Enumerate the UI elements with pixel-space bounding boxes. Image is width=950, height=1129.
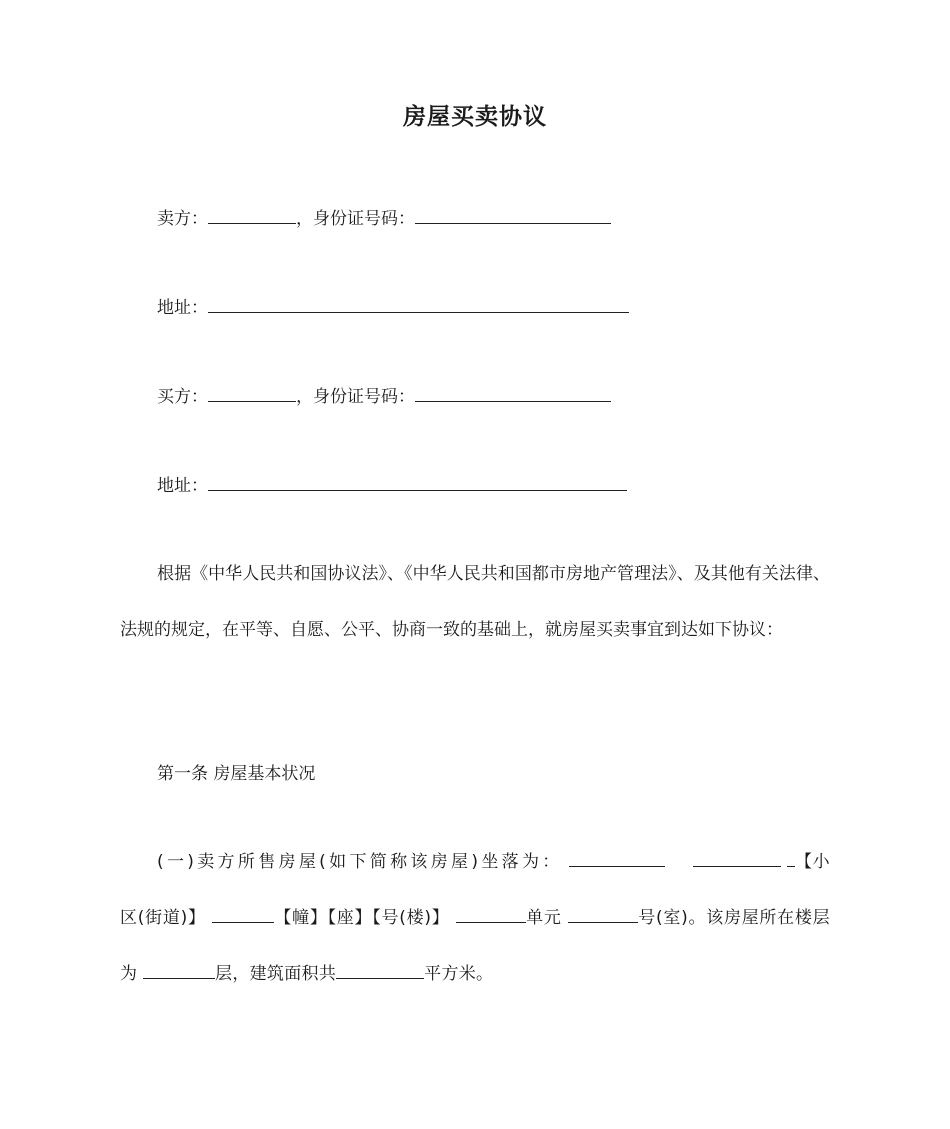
floor-blank[interactable] <box>143 960 215 979</box>
buyer-name-blank[interactable] <box>208 383 296 402</box>
seller-name-blank[interactable] <box>208 205 296 224</box>
intro-paragraph <box>120 546 830 658</box>
intro-text: 根据《中华人民共和国协议法》、《中华人民共和国都市房地产管理法》、及其他有关法律、法规的规定，在平等、自愿、公平、协商一致的基础上，就房屋买卖事宜到达如下协议： <box>120 564 830 640</box>
location-blank-1[interactable] <box>569 848 665 867</box>
seller-label: 卖方： <box>157 209 208 229</box>
seller-id-blank[interactable] <box>415 205 611 224</box>
buyer-address-line <box>157 472 627 498</box>
seller-address-line <box>157 294 629 320</box>
clause-1-text-g: 平方米。 <box>424 964 494 984</box>
community-blank[interactable] <box>212 904 274 923</box>
seller-id-label: ，身份证号码： <box>296 209 415 229</box>
buyer-address-blank[interactable] <box>208 472 627 491</box>
location-blank-2[interactable] <box>693 848 781 867</box>
room-blank[interactable] <box>568 904 638 923</box>
seller-address-label: 地址： <box>157 298 208 318</box>
clause-1-text-c: 【幢】【座】【号(楼)】 <box>273 908 450 928</box>
clause-1-text-a: (一)卖方所售房屋(如下简称该房屋)坐落为： <box>157 852 563 872</box>
clause-1-text-e: 号(室)。该房屋所在楼层为 <box>120 908 830 984</box>
seller-line <box>157 205 611 231</box>
buyer-address-label: 地址： <box>157 476 208 496</box>
clause-1-text-d: 单元 <box>525 908 562 928</box>
document-title: 房屋买卖协议 <box>403 104 547 130</box>
buyer-id-blank[interactable] <box>415 383 611 402</box>
clause-1-paragraph <box>120 834 830 1002</box>
clause-1-text-f: 层，建筑面积共 <box>215 964 337 984</box>
article-1-title: 第一条 房屋基本状况 <box>157 764 316 784</box>
location-blank-3[interactable] <box>787 848 795 867</box>
unit-blank[interactable] <box>456 904 526 923</box>
buyer-line <box>157 383 611 409</box>
clause-1-text-b: 【小区(街道)】 <box>120 852 830 928</box>
area-blank[interactable] <box>336 960 424 979</box>
buyer-id-label: ，身份证号码： <box>296 387 415 407</box>
buyer-label: 买方： <box>157 387 208 407</box>
seller-address-blank[interactable] <box>208 294 629 313</box>
